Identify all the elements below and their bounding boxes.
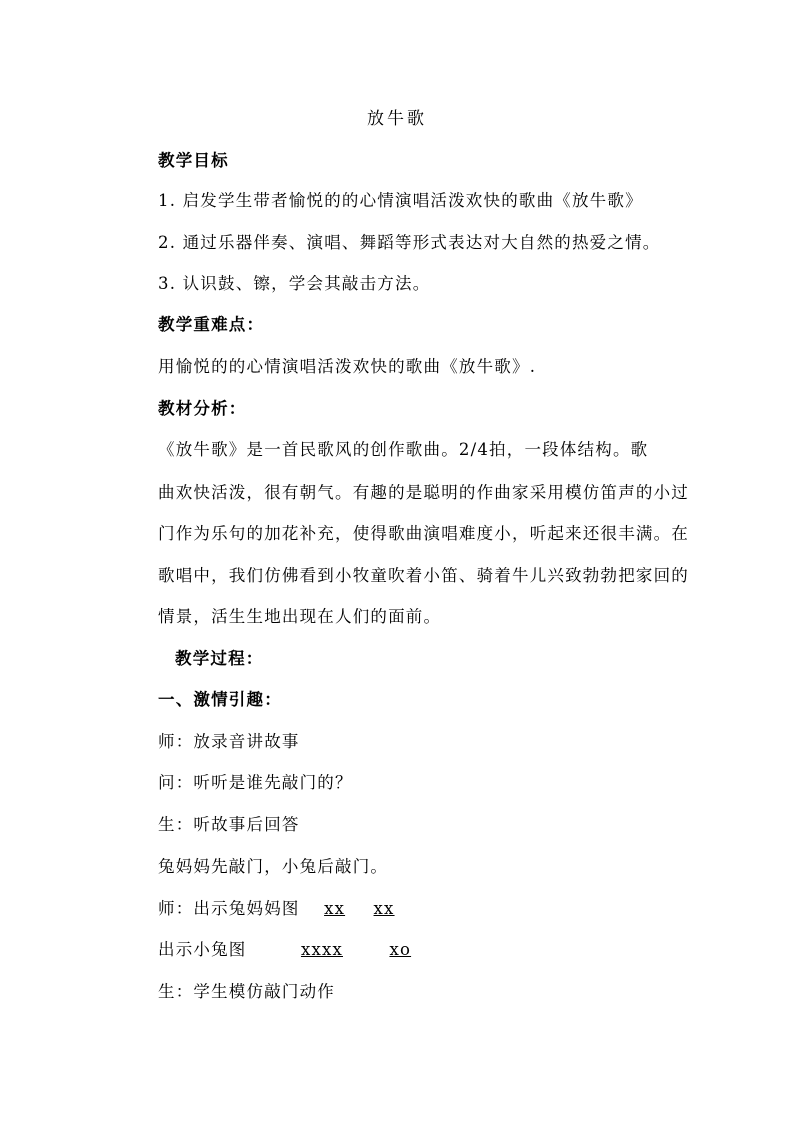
analysis-line: 歌唱中，我们仿佛看到小牧童吹着小笛、骑着牛儿兴致勃勃把家回的	[158, 566, 689, 585]
rabbit-mother-label: 师：出示兔妈妈图	[158, 899, 300, 918]
goal-item: 1. 启发学生带者愉悦的的心情演唱活泼欢快的歌曲《放牛歌》	[158, 191, 643, 210]
key-text: 用愉悦的的心情演唱活泼欢快的歌曲《放牛歌》.	[158, 357, 537, 376]
process-line: 问：听听是谁先敲门的？	[158, 773, 353, 792]
key-heading: 教学重难点：	[158, 315, 265, 334]
rhythm-notation: xxxx	[300, 940, 343, 959]
goal-item: 2. 通过乐器伴奏、演唱、舞蹈等形式表达对大自然的热爱之情。	[158, 233, 661, 252]
rabbit-child-label: 出示小兔图	[158, 940, 247, 959]
analysis-line: 门作为乐句的加花补充，使得歌曲演唱难度小，听起来还很丰满。在	[158, 524, 689, 543]
document-title: 放牛歌	[367, 109, 427, 129]
analysis-line: 《放牛歌》是一首民歌风的创作歌曲。2/4拍，一段体结构。歌	[158, 440, 649, 459]
process-heading: 教学过程：	[175, 649, 264, 668]
section-heading: 一、激情引趣：	[158, 690, 282, 709]
rhythm-notation: xx	[373, 899, 395, 918]
goals-heading: 教学目标	[158, 151, 229, 170]
goal-item: 3. 认识鼓、镲，学会其敲击方法。	[158, 274, 431, 293]
process-line: 兔妈妈先敲门，小兔后敲门。	[158, 857, 389, 876]
rhythm-notation: xx	[324, 899, 346, 918]
process-line: 师：放录音讲故事	[158, 732, 300, 751]
analysis-line: 曲欢快活泼，很有朝气。有趣的是聪明的作曲家采用模仿笛声的小过	[158, 483, 689, 502]
process-line: 生：听故事后回答	[158, 815, 300, 834]
analysis-line: 情景，活生生地出现在人们的面前。	[158, 607, 442, 626]
analysis-heading: 教材分析：	[158, 399, 247, 418]
rhythm-notation: xo	[389, 940, 412, 959]
rabbit-mother-line	[158, 898, 395, 920]
rabbit-child-line	[158, 939, 411, 961]
process-line: 生：学生模仿敲门动作	[158, 982, 335, 1001]
